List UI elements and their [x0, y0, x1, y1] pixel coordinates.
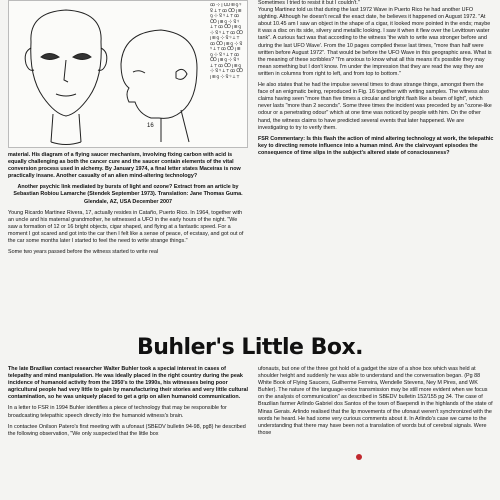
left-paragraph-2: Young Ricardo Martinez Rivera, 17, actually resides in Cataño, Puerto Rico. In 1964, together with an uncle and his maternal grandmother, he witnessed a UFO in the early hours of the night. "We saw a formation of 12 or 16 bright objects, cigar shaped, and flying at a fantastic speed. For a moment I got scared and got into the car then I felt like a sense of peace, of ecstasy, and got out of the car some months later I started to feel the need to write strange things."	[8, 209, 244, 245]
right-paragraph-2: Young Martinez told us that during the last 1972 Wave in Puerto Rico he had another UFO sighting. Although he doesn't recall the exact date, he believes it happened on August 1972. "At about 10.45 am I saw an object in the shape of a cigar, it looked more pointed in the ends; maybe it was a disc on its side, silvery and metallic looking. I saw it when it flew over the Levittown water tank". A curious fact was that according to the witness 'the wish to write was stronger before and during the last UFO Wave'. From the 10 pages compiled these last times, "more than half were written before August 1972". That would be before the UFO Wave in this geographic area. What is the meaning of these scribbles? "I'm anxious to know what all this means it's possible they may mean something but I don't know. I'm under the impression that they are read the way they are written in columns from right to left, and from top to bottom."	[258, 7, 492, 77]
bottom-right-paragraph-1: ufonauts, but one of the three got hold of a gadget the size of a shoe box which was held at shoulder height and suddenly he was able to understand and the conversation began. (Pg 88 White Book of Flying Saucers, Guilherme Ferreira, Wendelle Stevens, Ney M Pires, and WK Buhler). The nature of the language-voice transmission may be still more evident when we focus on the analysis of communication" as described in SBEDV bulletin 152/155 pg 34. The case of Brazilian farmer Arlindo Gabriel dos Santos of the town of Baependi in the highlands of the state of Minas Gerais. Arlindo realised that the lip movements of the ufonaut weren't synchronized with the words he heard. He had some very curious comments about it. In Arlindo's case we came to the understanding that there may have been not a translation of words but of cerebral signals. Were those	[258, 366, 493, 436]
section-headline: Buhler's Little Box.	[136, 335, 364, 360]
right-column	[258, 0, 494, 157]
bottom-left-paragraph-3: In contactee Onilson Patero's first meeting with a ufonaut (SBEDV bulletin 94-98, pg8) he described the following observation, "We only suspected that the little box	[8, 423, 246, 437]
figure-number: 16	[147, 123, 154, 129]
bottom-left-paragraph-1: The late Brazilian contact researcher Walter Buhler took a special interest in cases of telepathy and mind manipulation. He was ideally placed in the right country during the peak incidence of humanoid activity from the 1950's to the 1990s, his witnesses being poor agricultural people had very little to gain by manufacturing their stories and very little cultural contamination, so he was uniquely placed to get a grip on alien humanoid communication.	[8, 366, 248, 401]
right-paragraph-1: Sometimes I tried to resist it but I couldn't."	[258, 0, 360, 6]
figure-16	[8, 0, 248, 148]
right-paragraph-3: He also states that he had the impulse several times to draw strange things, amongst them the face of an enigmatic being, reproduced in Fig. 16 together with writing samples. The witness also claims having seen "more than five times a circular and bright flash like a beam of light", which never lasts "more than 2 seconds". Some three times the incident was preceded by an "ozone-like odour or a penetrating odour" which at one time was noticed by people with him. On the other hand, the witness claims to have predicted several events that later happened. We are investigating to try to verify them.	[258, 82, 492, 131]
bottom-right-column	[258, 366, 494, 437]
bottom-left-column	[8, 366, 248, 438]
alien-head-drawing	[11, 2, 211, 148]
red-dot-mark	[356, 454, 362, 460]
article-caption: Another psychic link mediated by bursts of light and ozone? Extract from an article by Sebastian Robiou Lamarche (Stendek September 1973). Translation: Jane Thomas Guma. Glendale, AZ, USA December 2007	[13, 184, 243, 205]
left-paragraph-1: material. His diagram of a flying saucer mechanism, involving fixing carbon with acid is equally challenging as both the cancer cure and the saucer contain elements of the vital conversion process used in alchemy. By January 1974, a final letter states Maceiras is now practically insane. Another casualty of an alien mind-altering technology?	[8, 152, 241, 180]
left-paragraph-3: Some two years passed before the witness started to write real	[8, 249, 159, 256]
strange-writing-samples: ꝏ⊹ꞁꝎ⊞ꝯꝰꝾ⊥⊤ꝏꝎꞁ⊞ꝯ⊹Ꝿꝰ⊥⊤ꝏꝎꞁ⊞ꝯ⊹Ꝿꝰ⊥⊤ꝏꝎꞁ⊞ꝯ⊹Ꝿꝰ⊥⊤ꝏꝎꞁ⊞ꝯ⊹Ꝿꝰ⊥⊤ꝏꝎꞁ⊞ꝯ⊹Ꝿꝰ⊥⊤ꝏꝎꞁ⊞ꝯ⊹Ꝿꝰ⊥⊤ꝏꝎꞁ⊞ꝯ⊹Ꝿꝰ⊥⊤ꝏꝎꞁ⊞ꝯ⊹Ꝿꝰ⊥⊤ꝏꝎꞁ⊞ꝯ⊹Ꝿꝰ⊥⊤	[210, 3, 244, 80]
fsr-commentary: FSR Commentary: Is this flash the action of mind altering technology at work, the telepathic key to directing remote influence into a human mind. Are the clairvoyant episodes the consequence of time slips in the subject's altered state of consciousness?	[258, 135, 494, 156]
left-column	[8, 0, 248, 256]
bottom-left-paragraph-2: In a letter to FSR in 1994 Buhler identifies a piece of technology that may be responsible for broadcasting telepathic speech directly into the humanoid witness's brain.	[8, 405, 227, 419]
